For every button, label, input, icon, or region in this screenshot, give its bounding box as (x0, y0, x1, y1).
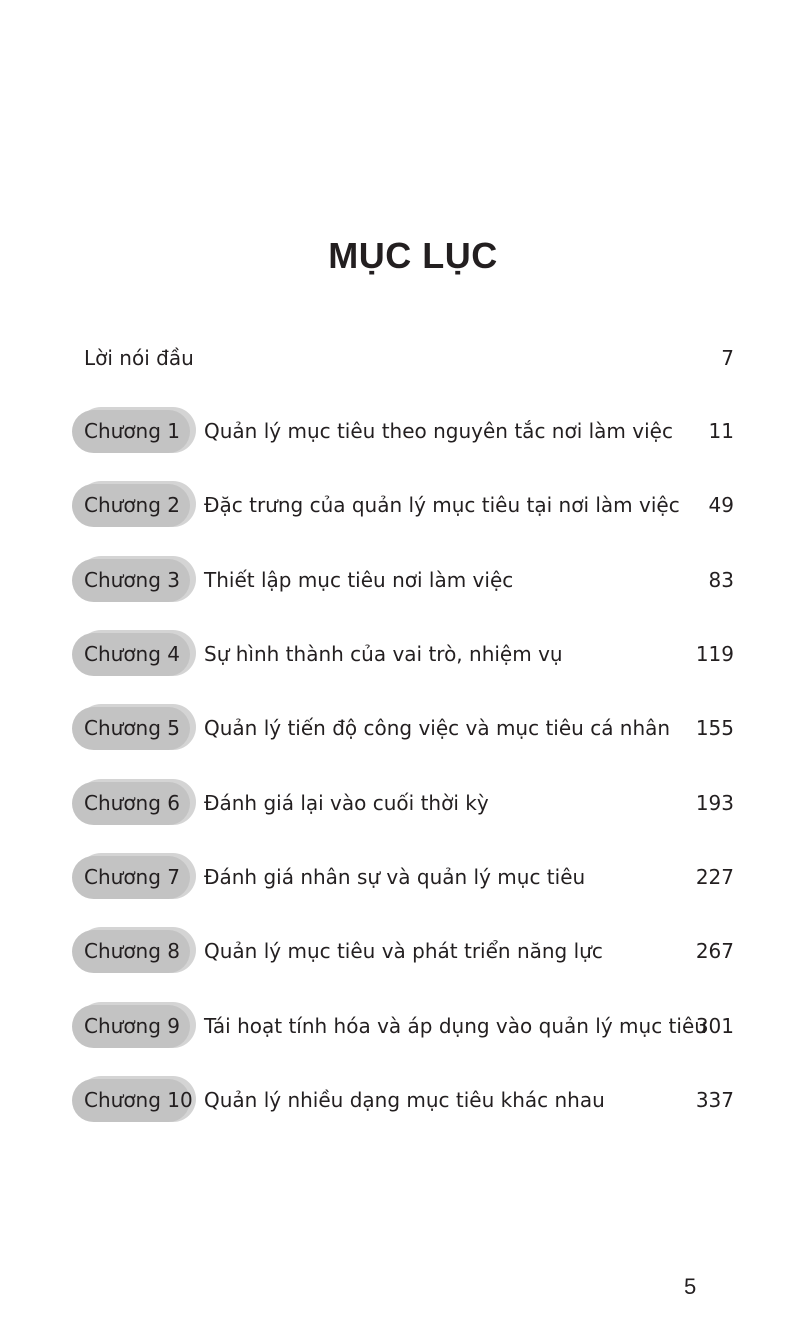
chapter-page: 301 (695, 1014, 734, 1038)
chapter-label: Chương 9 (84, 1014, 181, 1038)
chapter-label: Chương 6 (84, 791, 181, 815)
toc-row-4[interactable] (0, 631, 800, 679)
chapter-page: 49 (708, 493, 734, 517)
chapter-title[interactable]: Đánh giá lại vào cuối thời kỳ (204, 791, 489, 815)
chapter-title[interactable]: Thiết lập mục tiêu nơi làm việc (204, 568, 514, 592)
chapter-label: Chương 5 (84, 716, 181, 740)
page-title: MỤC LỤC (328, 235, 498, 276)
chapter-label: Chương 1 (84, 419, 181, 443)
toc-row-10[interactable] (0, 1077, 800, 1125)
chapter-label: Chương 3 (84, 568, 181, 592)
preface-entry-label[interactable]: Lời nói đầu (84, 346, 194, 370)
preface-entry-page: 7 (721, 346, 734, 370)
chapter-label: Chương 7 (84, 865, 181, 889)
chapter-page: 155 (695, 716, 734, 740)
toc-row-6[interactable] (0, 780, 800, 828)
chapter-title[interactable]: Đánh giá nhân sự và quản lý mục tiêu (204, 865, 586, 889)
toc-row-7[interactable] (0, 854, 800, 902)
chapter-page: 83 (708, 568, 734, 592)
chapter-page: 11 (708, 419, 734, 443)
chapter-label: Chương 10 (84, 1088, 193, 1112)
page-number: 5 (684, 1274, 697, 1299)
toc-row-1[interactable] (0, 408, 800, 456)
chapter-title[interactable]: Quản lý mục tiêu và phát triển năng lực (204, 939, 603, 963)
chapter-page: 337 (695, 1088, 734, 1112)
chapter-label: Chương 8 (84, 939, 181, 963)
toc-row-3[interactable] (0, 557, 800, 605)
chapter-title[interactable]: Quản lý tiến độ công việc và mục tiêu cá nhân (204, 716, 671, 740)
chapter-label: Chương 4 (84, 642, 181, 666)
chapter-page: 267 (695, 939, 734, 963)
chapter-title[interactable]: Quản lý mục tiêu theo nguyên tắc nơi làm việc (204, 419, 673, 443)
toc-row-8[interactable] (0, 928, 800, 976)
chapter-title[interactable]: Sự hình thành của vai trò, nhiệm vụ (204, 642, 563, 666)
chapter-page: 227 (695, 865, 734, 889)
chapter-title[interactable]: Đặc trưng của quản lý mục tiêu tại nơi làm việc (204, 493, 680, 517)
chapter-title[interactable]: Tái hoạt tính hóa và áp dụng vào quản lý mục tiêu (204, 1014, 707, 1038)
chapter-page: 193 (695, 791, 734, 815)
toc-row-5[interactable] (0, 705, 800, 753)
toc-row-2[interactable] (0, 482, 800, 530)
toc-row-9[interactable] (0, 1003, 800, 1051)
chapter-title[interactable]: Quản lý nhiều dạng mục tiêu khác nhau (204, 1088, 605, 1112)
chapter-label: Chương 2 (84, 493, 181, 517)
chapter-page: 119 (695, 642, 734, 666)
